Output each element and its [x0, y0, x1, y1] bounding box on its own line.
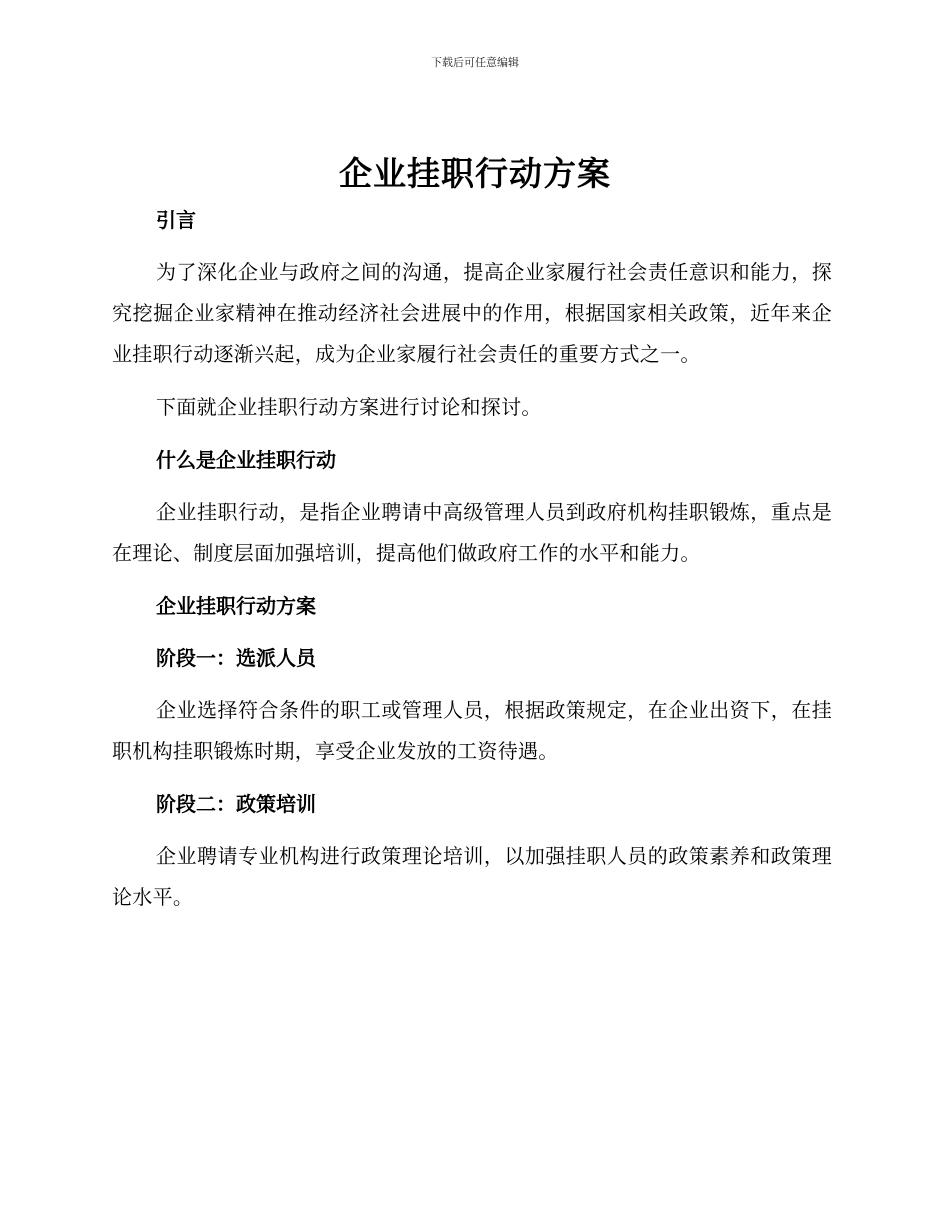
stage-two-heading: 阶段二：政策培训 — [156, 792, 316, 816]
document-body — [112, 200, 832, 930]
intro-paragraph-1: 为了深化企业与政府之间的沟通，提高企业家履行社会责任意识和能力，探究挖掘企业家精神在推动经济社会进展中的作用，根据国家相关政策，近年来企业挂职行动逐渐兴起，成为企业家履行社会责任的重要方式之一。 — [112, 260, 832, 366]
what-is-heading: 什么是企业挂职行动 — [156, 448, 336, 472]
document-title: 企业挂职行动方案 — [339, 154, 611, 193]
header-note: 下载后可任意编辑 — [431, 56, 519, 69]
intro-heading: 引言 — [156, 208, 196, 232]
stage-one-heading: 阶段一：选派人员 — [156, 646, 316, 670]
stage-one-paragraph: 企业选择符合条件的职工或管理人员，根据政策规定，在企业出资下，在挂职机构挂职锻炼时期，享受企业发放的工资待遇。 — [112, 698, 832, 763]
stage-two-paragraph: 企业聘请专业机构进行政策理论培训，以加强挂职人员的政策素养和政策理论水平。 — [112, 844, 832, 909]
intro-paragraph-2: 下面就企业挂职行动方案进行讨论和探讨。 — [156, 395, 542, 419]
what-is-paragraph: 企业挂职行动，是指企业聘请中高级管理人员到政府机构挂职锻炼，重点是在理论、制度层面加强培训，提高他们做政府工作的水平和能力。 — [112, 500, 832, 565]
plan-heading: 企业挂职行动方案 — [156, 594, 316, 618]
